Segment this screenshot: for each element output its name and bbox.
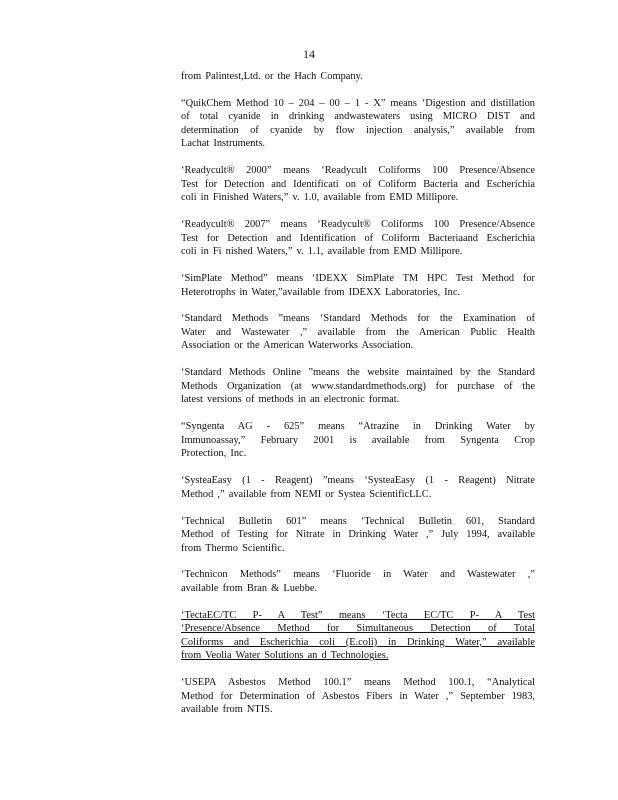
definition-paragraph: [181, 609, 535, 663]
text-line: “QuikChem Method 10 – 204 – 00 – 1 - X” means ‘Digestion and distillation: [181, 97, 535, 109]
text-line: Test for Detection and Identificati on of Coliform Bacteria and Escherichia: [181, 178, 535, 190]
text-line: Lachat Instruments.: [181, 138, 266, 150]
text-line: ‘TectaEC/TC P- A Test” means ‘Tecta EC/TC P- A Test: [181, 609, 535, 621]
text-line: Coliforms and Escherichia coli (E.coli) in Drinking Water,” available: [181, 636, 535, 648]
text-line: ‘Standard Methods ”means ‘Standard Methods for the Examination of: [181, 313, 535, 325]
text-line: Protection, Inc.: [181, 448, 247, 460]
text-line: Water and Wastewater ,” available from the American Public Health: [181, 326, 535, 338]
text-line: available from NTIS.: [181, 704, 273, 716]
definition-paragraph: [181, 218, 535, 259]
text-line: coli in Fi nished Waters,” v. 1.1, available from EMD Millipore.: [181, 246, 463, 258]
definition-paragraph: [181, 312, 535, 353]
definition-paragraph: [181, 97, 535, 151]
text-line: ‘Standard Methods Online ”means the website maintained by the Standard: [181, 367, 535, 379]
text-line: available from Bran & Luebbe.: [181, 582, 318, 594]
text-line: “Syngenta AG - 625” means “Atrazine in Drinking Water by: [181, 421, 535, 433]
definition-paragraph: [181, 420, 535, 461]
text-line: from Veolia Water Solutions an d Technologies.: [181, 650, 389, 662]
definition-paragraph: [181, 676, 535, 717]
text-line: Methods Organization (at www.standardmethods.org) for purchase of the: [181, 380, 535, 392]
definition-paragraph: [181, 70, 535, 84]
definition-paragraph: [181, 272, 535, 299]
text-line: determination of cyanide by flow injection analysis,” available from: [181, 124, 535, 136]
definition-paragraph: [181, 366, 535, 407]
text-line: Immunoassay,” February 2001 is available from Syngenta Crop: [181, 434, 535, 446]
definition-paragraph: [181, 164, 535, 205]
text-line: of total cyanide in drinking andwastewaters using MICRO DIST and: [181, 111, 535, 123]
text-line: from Palintest,Ltd. or the Hach Company.: [181, 71, 363, 82]
text-line: Method of Testing for Nitrate in Drinking Water ,” July 1994, available: [181, 529, 535, 541]
text-line: ‘Readycult® 2007” means ‘Readycult® Coliforms 100 Presence/Absence: [181, 219, 535, 231]
document-body: [181, 70, 535, 730]
text-line: Test for Detection and Identification of Coliform Bacteriaand Escherichia: [181, 232, 535, 244]
text-line: ‘USEPA Asbestos Method 100.1” means Method 100.1, “Analytical: [181, 677, 535, 689]
text-line: ‘Presence/Absence Method for Simultaneous Detection of Total: [181, 623, 535, 635]
text-line: ‘SimPlate Method” means ‘IDEXX SimPlate TM HPC Test Method for: [181, 273, 535, 285]
definition-paragraph: [181, 568, 535, 595]
text-line: Method for Determination of Asbestos Fibers in Water ,” September 1983,: [181, 690, 535, 702]
text-line: Association or the American Waterworks Association.: [181, 340, 414, 352]
definition-paragraph: [181, 474, 535, 501]
text-line: Method ,” available from NEMI or Systea ScientificLLC.: [181, 488, 432, 500]
text-line: ‘Technicon Methods” means ‘Fluoride in Water and Wastewater ,”: [181, 569, 535, 581]
text-line: coli in Finished Waters,” v. 1.0, available from EMD Millipore.: [181, 192, 459, 204]
text-line: ‘Readycult® 2000” means ‘Readycult Coliforms 100 Presence/Absence: [181, 165, 535, 177]
text-line: from Thermo Scientific.: [181, 542, 285, 554]
definition-paragraph: [181, 515, 535, 556]
text-line: ‘Technical Bulletin 601” means ‘Technical Bulletin 601, Standard: [181, 515, 535, 527]
page-number: 14: [303, 47, 315, 61]
text-line: ‘SysteaEasy (1 - Reagent) ”means ‘SysteaEasy (1 - Reagent) Nitrate: [181, 475, 535, 487]
text-line: latest versions of methods in an electronic format.: [181, 394, 400, 406]
text-line: Heterotrophs in Water,”available from IDEXX Laboratories, Inc.: [181, 286, 461, 298]
